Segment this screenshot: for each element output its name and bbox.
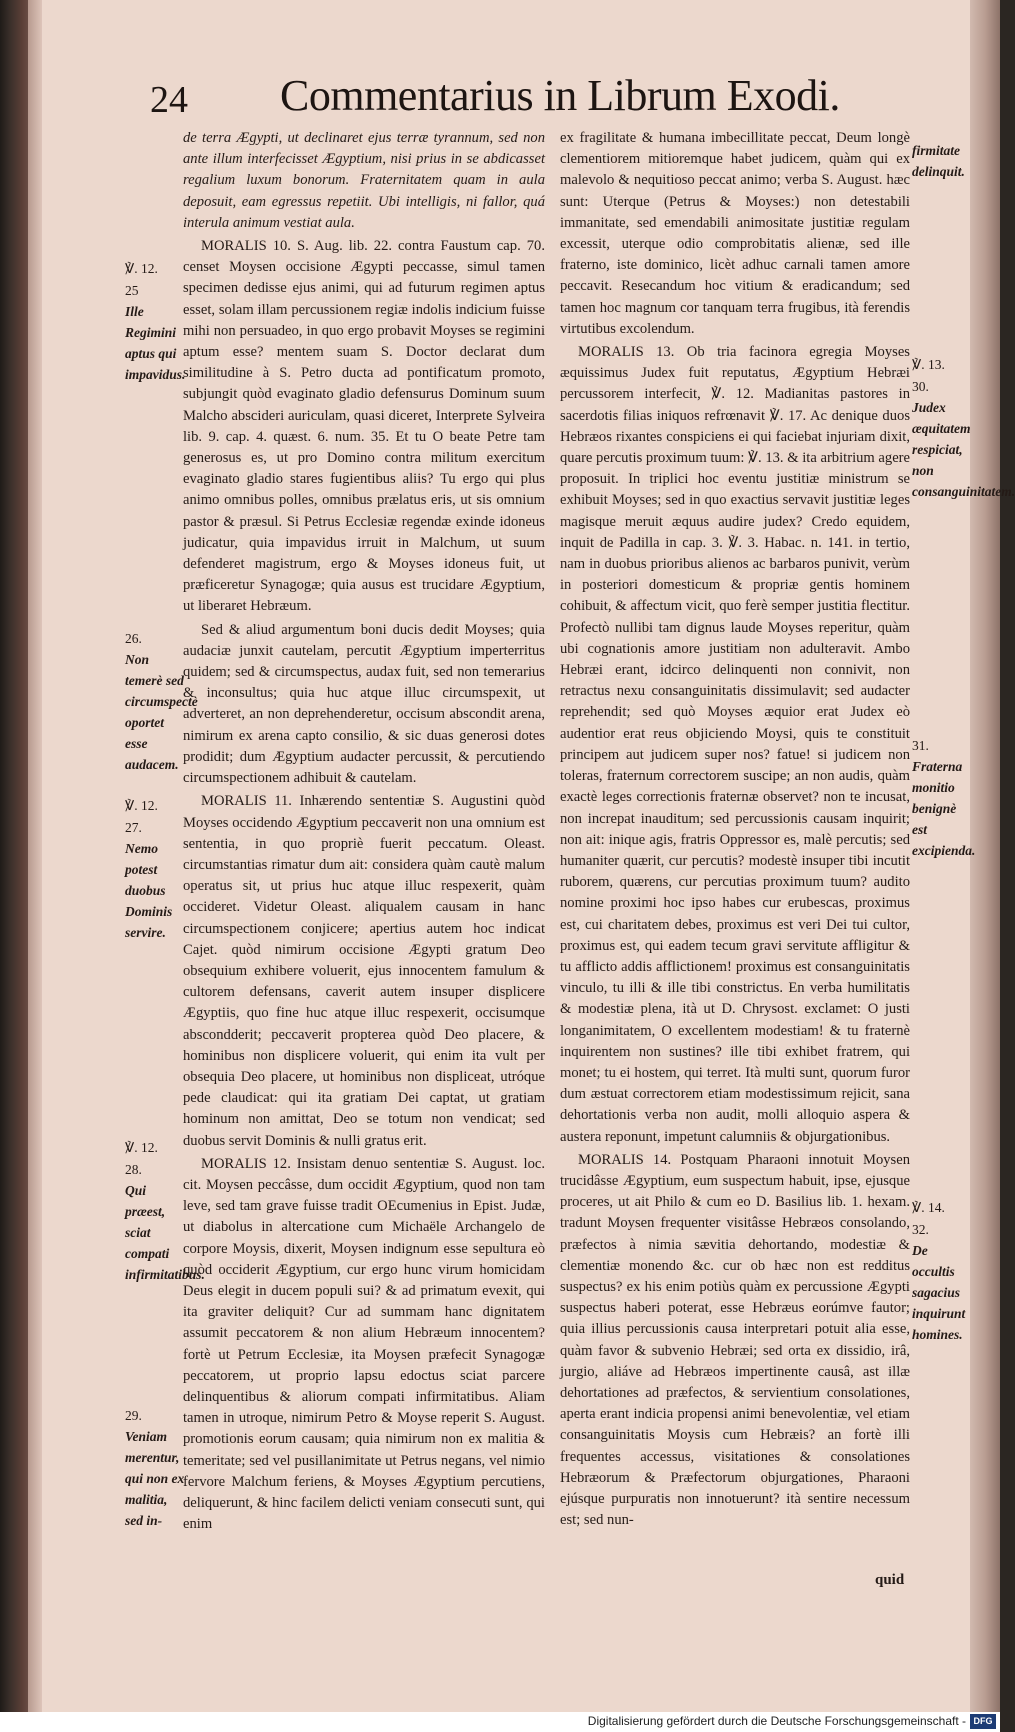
dfg-logo-icon: DFG: [970, 1714, 996, 1729]
margin-note-text: firmitate delinquit.: [912, 143, 965, 179]
paragraph: MORALIS 14. Postquam Pharaoni innotuit Moysen trucidâsse Ægyptium, eum suspectum habuit, ipse, ejusque proceres, ut ait Philo & cum eo D. Basilius lib. 1. hexam. tradunt Moysen frequenter visitâsse Hebræos consolando, præfectos à nimia sævitia dehortando, modestiæ & clementiæ monendo &c. cur ob hæc non est redditus suspectus? ex his enim potiùs quàm ex percussione Ægypti suspectus haberi poterat, esse Hebræus eorúmve fautor; quia illius percussionis causa interpretari potuit alia esse, quàm favor & subvenio Hebræi; sed orta ex dissidio, irâ, jurgio, aliáve ad Hebræos impertinente causâ, ast illæ dehortationes ad præfectos, & servientium consolationes, aperta erant indicia propensi animi benevolentiæ, vel etiam consanguinitatis Moysis cum Hebræis? an fortè illi frequentes accessus, visitationes & consolationes Hebræorum & Præfectorum objurgationes, Pharaoni ejúsque purpuratis non innotuerunt? ità sentire necessum est; sed nun-: [560, 1151, 910, 1529]
paragraph: MORALIS 10. S. Aug. lib. 22. contra Faustum cap. 70. censet Moysen occisione Ægypti peccasse, simul tamen specimen dedisse ejus animi, qui ad futurum regimen aptus esset, solam illam percussionem regiæ indolis indicium fuisse mihi non persuadeo, in quo ergo probavit Moyses se regimini aptum esse? mentem suam S. Doctor declarat dum similitudine à S. Petro ducta ad pontificatum promoto, subjungit quòd evaginato gladio defensurus Dominum suum Malcho abscideri auriculam, quasi diceret, Interprete Sylveira lib. 9. cap. 4. quæst. 6. num. 35. Et tu O beate Petre tam generosus es, ut pro Domino contra militum exercitum evaginato gladio stares fugientibus aliis? Tu ergo qui plus animo omnibus polles, omnibus prælatus eris, ut sis omnium pastor & præsul. Si Petrus Ecclesiæ regendæ exinde idoneus judicatur, quia impavidus irruit in Malchum, ut suum defenderet magistrum, ergo & Moyses idoneus fuit, ut præficeretur Synagogæ; quia ausus est trucidare Ægyptium, ut liberaret Hebræum.: [183, 238, 545, 615]
catchword: quid: [875, 1572, 905, 1588]
left-text-column: [183, 128, 545, 1537]
margin-note: [125, 1137, 187, 1158]
margin-note-number: 30.: [912, 379, 929, 394]
page-header: [150, 70, 910, 130]
page-number: 24: [150, 79, 188, 121]
margin-note-text: Ille Regimini aptus qui impavidus.: [125, 304, 186, 382]
running-title: Commentarius in Librum Exodi.: [280, 71, 840, 120]
margin-note-text: Qui præest, sciat compati infirmitatibus.: [125, 1183, 205, 1282]
margin-note: [125, 795, 187, 816]
margin-note: [125, 1405, 187, 1531]
margin-note-text: Veniam merentur, qui non ex malitia, sed in-: [125, 1429, 185, 1528]
margin-note-text: De occultis sagacius inquirunt homines.: [912, 1243, 966, 1342]
margin-note-number: 32.: [912, 1222, 929, 1237]
paragraph: MORALIS 11. Inhærendo sententiæ S. Augustini quòd Moyses occidendo Ægyptium peccaverit non una omnium est sententia, in quo propriè fuerit peccatum. Oleast. circumstantias rimatur dum ait: considera quàm cautè malum operatus sit, ut prius huc atque illuc respexerit, quàm occideret. Videtur Oleast. aliqualem causam in hanc circumspectionem conjicere; apertius autem hoc indicat Cajet. quòd nimirum occisione Ægypti gratum Deo obsequium exhibere voluerit, ejus innocentem famulum & cultorem defensans, caverit autem insuper displicere Ægyptiis, quo fine huc atque illuc respexerit, occisumque abscondderit; peccaverit propterea quòd Deo placere, & hominibus non displicere voluerit, qui enim ita vult per obsequia Deo placere, ut hominibus non displiceat, utróque pede claudicat: qui ita gratiam Dei captat, ut gratiam hominum non amittat, Deo se totum non vendicat; sed duobus servit Dominis & nulli gratus erit.: [183, 793, 545, 1149]
margin-note-number: ℣. 12.: [125, 798, 158, 813]
paragraph: de terra Ægypti, ut declinaret ejus terræ tyrannum, sed non ante illum interfecisset Ægyptium, nisi prius in se abdicasset regalium luxum bonorum. Fraternitatem quam in aula deposuit, eam egressus repetiit. Ubi intelligis, ni fallor, quá interula animum vestiat aula.: [183, 130, 545, 231]
margin-note: [912, 1197, 972, 1218]
paragraph: MORALIS 12. Insistam denuo sententiæ S. August. loc. cit. Moysen peccâsse, dum occidit Ægyptium, quod non tam leve, sed tam grave fuisse tradit OEcumenius in Epist. Judæ, ut diabolus in altercatione cum Michaële Archangelo de corpore Moysis, dixerit, Moysen indignum esse sepultura eò quòd occiderit Ægyptium, cur ergo hunc virum homicidam Deus elegit in ducem populi sui? & ad primatum evexit, qui ita graviter deliquit? Cur ad summam hanc dignitatem assumit peccatorem & non alium Hebræum innocentem? fortè ut Petrum Ecclesiæ, ita Moysen præfecit Synagogæ peccatorem, ut proprio lapsu edoctus sciat parcere delinquentibus & aliorum compati infirmitatibus. Aliam tamen in utroque, nimirum Petro & Moyse reperit S. August. promotionis eorum causam; quia nimirum non ex malitia & temeritate; sed vel pusillanimitate ut Petrus negans, vel nimio fervore Malchum feriens, & Moyses Ægyptium percutiens, deliquerunt, & hinc facilem delicti veniam consecuti sunt, qui enim: [183, 1155, 545, 1533]
margin-note-number: 29.: [125, 1408, 142, 1423]
margin-note: [125, 1159, 205, 1285]
digitization-footer: [0, 1712, 1000, 1732]
margin-note: [125, 817, 187, 943]
margin-note-number: 26.: [125, 631, 142, 646]
margin-note-text: Non temerè sed circumspectè oportet esse audacem.: [125, 652, 198, 772]
paragraph: ex fragilitate & humana imbecillitate peccat, Deum longè clementiorem mitioremque habet judicem, quàm qui ex malevolo & nequitioso peccat animo; verba S. August. hæc sunt: Uterque (Petrus & Moyses:) non detestabili immanitate, sed emendabili animositate justitiæ regulam excessit, uterque odio comprobitatis alienæ, sed ille fraterno, iste dominico, licèt adhuc carnali tamen amore peccavit. Resecandum hoc vitium & eradicandum; sed tamen hoc magnum cor tanquam terra frugibus, ità ferendis virtutibus excolendum.: [560, 130, 910, 337]
margin-note: [912, 376, 1015, 502]
margin-note: [912, 140, 972, 182]
margin-note: [912, 735, 976, 861]
margin-note: [912, 1219, 972, 1345]
margin-note-number: ℣. 14.: [912, 1200, 945, 1215]
margin-note-number: 25: [125, 283, 139, 298]
margin-note-text: Judex æquitatem respiciat, non consanguinitatem.: [912, 400, 1015, 499]
paragraph: Sed & aliud argumentum boni ducis dedit Moyses; quia audaciæ junxit cautelam, percutit Ægyptium imperterritus quidem; sed & circumspectus, audax fuit, sed non temerarius & inconsultus; quia huc atque illuc circumspexit, ut adverteret, an non deprehenderetur, occisum abscondit arena, nimirum ex arena capto consilio, & sic duas generosi dotes prodidit; dum Ægyptium audacter percussit, & percutiendo circumspectionem adhibuit & cautelam.: [183, 621, 545, 787]
margin-note-number: 28.: [125, 1162, 142, 1177]
margin-note: [912, 354, 972, 375]
margin-note-number: ℣. 12.: [125, 261, 158, 276]
right-text-column: [560, 128, 910, 1533]
margin-note-number: ℣. 13.: [912, 357, 945, 372]
margin-note-number: ℣. 12.: [125, 1140, 158, 1155]
footer-credit: Digitalisierung gefördert durch die Deutsche Forschungsgemeinschaft -: [587, 1714, 966, 1728]
margin-note-text: Fraterna monitio benignè est excipienda.: [912, 759, 976, 858]
margin-note-text: Nemo potest duobus Dominis servire.: [125, 841, 173, 940]
margin-note: [125, 628, 198, 775]
margin-note: [125, 280, 187, 385]
page-gutter: [28, 0, 42, 1732]
paragraph: MORALIS 13. Ob tria facinora egregia Moyses æquissimus Judex fuit reputatus, Ægyptium Hebræi percussorem interfecit, ℣. 12. Madianitas pastores in sacerdotis filias iniquos refrœnavit ℣. 17. Ac denique duos Hebræos rixantes conspiciens ei qui faciebat injuriam dixit, quare percutis proximum tuum: ℣. 13. & ita arbitrium agere proposuit. In triplici hoc eventu justitiæ ministrum se exhibuit Moyses; sed in quo exactius servavit justitiæ leges magisque meruit æquus audire judex? Credo equidem, inquit de Padilla in cap. 3. ℣. 3. Habac. n. 141. in tertio, nam in duobus prioribus alienos ac barbaros punivit, verùm in posteriori domesticum & propriæ gentis hominem cohibuit, & affectum vicit, quo ferè semper justitia flectitur. Profectò nullibi tam dignus laude Moyses reperitur, quàm ubi cognationis amore justitiam non adulteravit. Ambo Hebræi erant, idcirco delinquenti non connivit, non retractus nexu consanguinitatis dissimulavit; sed audacter reprehendit; sed quò Moyses æquior erat Judex eò audentior erat reus objiciendo Moysi, quis te constituit principem aut judicem super nos? fatue! si judicem non toleras, fraternum correctorem suscipe; an non audis, quàm exactè leges correctionis fraternæ observet? non te incusat, non increpat inauditum; sed percussionis causam inquirit; non ait: inique agis, fratris Oppressor es, malè percutis; sed humaniter quærit, cur percutis? modestè insuper tibi incutit ruborem, quærens, cur percutias proximum tuum? audito nomine proximi hoc ipso habes cur erubescas, proximus est, cui charitatem debes, proximus est veri Dei tui cultor, proximus est, qui eadem tecum gravi servitute affligitur & tu afflicto addis afflictionem! proximus est consanguinitatis vinculo, tu illi & ille tibi constrictus. En verba humilitatis & modestiæ plena, ità ut D. Chrysost. exclamet: O justi longanimitatem, O excellentem modestiam! & tu fraternè inquirentem non sustines? ille tibi exhibet fratrem, qui monet; tu ei hostem, qui terret. Ità multi sunt, quorum furor dum æstuat correctorem etiam modestissimum rejicit, sana dehortationis verba non audit, molli alloquio aspera & austera reponunt, impetunt calumniis & objurgationibus.: [560, 344, 911, 1145]
margin-note-number: 31.: [912, 738, 929, 753]
margin-note: [125, 258, 187, 279]
margin-note-number: 27.: [125, 820, 142, 835]
